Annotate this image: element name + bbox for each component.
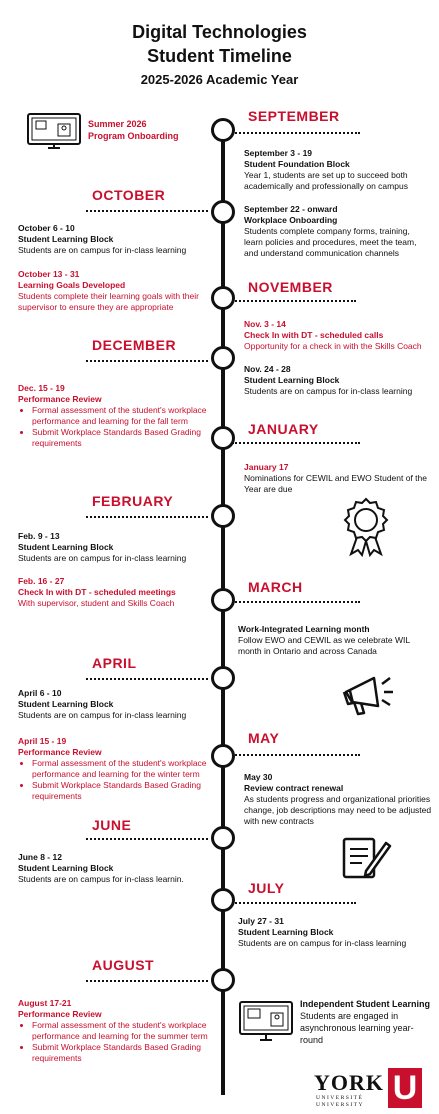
dotted-line (86, 678, 208, 680)
logo-wordmark: YORK (314, 1070, 384, 1095)
event-title: Performance Review (18, 747, 102, 757)
event-desc: Students are on campus for in-class learning (238, 938, 407, 948)
timeline-node-oct (211, 200, 235, 224)
independent-learning (300, 998, 430, 1046)
event-date: October 13 - 31 (18, 269, 80, 279)
event-mar-wil-month (238, 624, 434, 657)
month-july: JULY (248, 880, 285, 896)
event-date: Nov. 24 - 28 (244, 364, 291, 374)
dotted-line (86, 210, 208, 212)
event-date: Feb. 9 - 13 (18, 531, 60, 541)
event-nov-learning-block (244, 364, 429, 397)
month-february: FEBRUARY (92, 493, 174, 509)
month-may: MAY (248, 730, 280, 746)
event-desc: Students are on campus for in-class learnin. (18, 874, 184, 884)
event-bullet: • Submit Workplace Standards Based Grading requirements (32, 427, 213, 449)
event-dec-performance-review (18, 383, 213, 449)
event-bullets (18, 1020, 216, 1064)
independent-title: Independent Student Learning (300, 999, 430, 1009)
timeline-node-jan (211, 426, 235, 450)
event-date: October 6 - 10 (18, 223, 75, 233)
logo-sub-en: UNIVERSITY (316, 1102, 364, 1108)
event-date: September 22 - onward (244, 204, 338, 214)
event-title: Student Learning Block (18, 542, 114, 552)
event-date: Nov. 3 - 14 (244, 319, 286, 329)
york-university-logo (314, 1068, 424, 1110)
month-november: NOVEMBER (248, 279, 333, 295)
event-oct-learning-goals (18, 269, 213, 313)
timeline-node-nov (211, 286, 235, 310)
event-bullet: • Formal assessment of the student's workplace performance and learning for the winter term (32, 758, 213, 780)
event-desc: As students progress and organizational priorities change, job descriptions may need to be adjusted with new contracts (244, 794, 432, 826)
event-feb-learning-block (18, 531, 213, 564)
event-jun-learning-block (18, 852, 213, 885)
month-september: SEPTEMBER (248, 108, 340, 124)
timeline-node-feb (211, 504, 235, 528)
dotted-line (232, 300, 356, 302)
event-title: Learning Goals Developed (18, 280, 126, 290)
timeline-node-jul (211, 888, 235, 912)
onboarding-label (88, 118, 179, 142)
title-line-1: Digital Technologies (132, 22, 307, 42)
dotted-line (86, 360, 208, 362)
event-desc: Students are on campus for in-class learning (18, 553, 187, 563)
event-title: Check In with DT - scheduled meetings (18, 587, 176, 597)
event-feb-check-in (18, 576, 216, 609)
event-title: Review contract renewal (244, 783, 344, 793)
logo-sub-fr: UNIVERSITÉ (316, 1095, 364, 1101)
event-title: Performance Review (18, 1009, 102, 1019)
event-desc: Students complete company forms, training, learn policies and procedures, meet the team, and understand communication channels (244, 226, 417, 258)
event-title: Work-Integrated Learning month (238, 624, 370, 634)
timeline-node-jun (211, 826, 235, 850)
event-date: April 6 - 10 (18, 688, 62, 698)
month-june: JUNE (92, 817, 132, 833)
event-date: August 17-21 (18, 998, 72, 1008)
timeline-node-aug (211, 968, 235, 992)
event-title: Student Learning Block (238, 927, 334, 937)
month-march: MARCH (248, 579, 303, 595)
dotted-line (232, 754, 360, 756)
event-bullets (18, 405, 213, 449)
event-bullets (18, 758, 213, 802)
event-desc: Year 1, students are set up to succeed both academically and professionally on campus (244, 170, 408, 191)
event-date: September 3 - 19 (244, 148, 313, 158)
event-desc: Students are on campus for in-class learning (18, 710, 187, 720)
event-bullet: • Formal assessment of the student's workplace performance and learning for the fall term (32, 405, 213, 427)
independent-desc: Students are engaged in asynchronous learning year-round (300, 1011, 414, 1045)
month-january: JANUARY (248, 421, 319, 437)
month-august: AUGUST (92, 957, 155, 973)
timeline-node-sep (211, 118, 235, 142)
event-date: Feb. 16 - 27 (18, 576, 65, 586)
event-date: Dec. 15 - 19 (18, 383, 65, 393)
dotted-line (232, 902, 356, 904)
month-december: DECEMBER (92, 337, 177, 353)
title-line-2: Student Timeline (147, 46, 292, 66)
dotted-line (86, 516, 208, 518)
event-desc: Students are on campus for in-class learning (244, 386, 413, 396)
timeline-node-apr (211, 666, 235, 690)
timeline-node-dec (211, 346, 235, 370)
megaphone-icon (340, 670, 396, 720)
timeline-node-may (211, 744, 235, 768)
event-title: Student Learning Block (244, 375, 340, 385)
event-oct-learning-block (18, 223, 213, 256)
logo-u-mark: U (388, 1068, 422, 1108)
event-jan-nominations (244, 462, 434, 495)
event-may-contract-renewal (244, 772, 432, 827)
event-desc: Nominations for CEWIL and EWO Student of the Year are due (244, 473, 427, 494)
event-desc: Follow EWO and CEWIL as we celebrate WIL month in Ontario and across Canada (238, 635, 410, 656)
event-date: January 17 (244, 462, 289, 472)
event-desc: Students are on campus for in-class learning (18, 245, 187, 255)
event-date: June 8 - 12 (18, 852, 62, 862)
event-title: Workplace Onboarding (244, 215, 338, 225)
dotted-line (232, 442, 360, 444)
dotted-line (86, 838, 208, 840)
event-title: Student Learning Block (18, 863, 114, 873)
dotted-line (232, 601, 360, 603)
event-bullet: • Submit Workplace Standards Based Grading requirements (32, 1042, 216, 1064)
event-title: Check In with DT - scheduled calls (244, 330, 384, 340)
month-april: APRIL (92, 655, 137, 671)
dotted-line (232, 132, 360, 134)
document-pen-icon (340, 833, 394, 881)
month-october: OCTOBER (92, 187, 166, 203)
event-title: Student Foundation Block (244, 159, 350, 169)
event-date: April 15 - 19 (18, 736, 67, 746)
event-jul-learning-block (238, 916, 434, 949)
event-bullet: • Formal assessment of the student's workplace performance and learning for the summer term (32, 1020, 216, 1042)
event-title: Student Learning Block (18, 699, 114, 709)
event-bullet: • Submit Workplace Standards Based Grading requirements (32, 780, 213, 802)
event-desc: Opportunity for a check in with the Skills Coach (244, 341, 422, 351)
onboarding-line-1: Summer 2026 (88, 119, 147, 129)
dotted-line (86, 980, 208, 982)
event-apr-performance-review (18, 736, 213, 802)
event-title: Performance Review (18, 394, 102, 404)
event-date: July 27 - 31 (238, 916, 284, 926)
event-nov-check-in (244, 319, 434, 352)
onboarding-line-2: Program Onboarding (88, 131, 179, 141)
computer-monitor-icon (26, 112, 82, 152)
computer-monitor-icon (238, 1000, 294, 1044)
event-date: May 30 (244, 772, 273, 782)
academic-year: 2025-2026 Academic Year (140, 72, 299, 87)
award-ribbon-icon (343, 497, 389, 557)
event-desc: Students complete their learning goals with their supervisor to ensure they are appropriate (18, 291, 199, 312)
event-sep-onboarding (244, 204, 429, 259)
event-desc: With supervisor, student and Skills Coach (18, 598, 175, 608)
event-aug-performance-review (18, 998, 216, 1064)
event-apr-learning-block (18, 688, 213, 721)
event-sep-foundation (244, 148, 429, 192)
event-title: Student Learning Block (18, 234, 114, 244)
